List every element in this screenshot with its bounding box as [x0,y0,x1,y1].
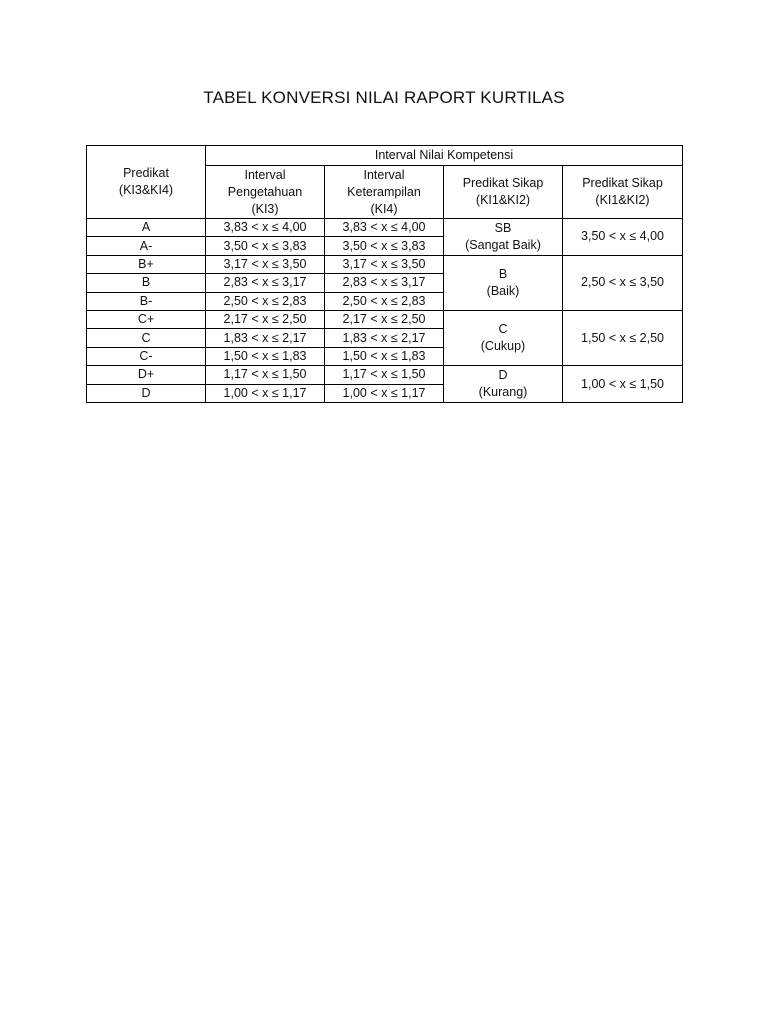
cell-predikat: C- [87,347,206,365]
cell-keterampilan: 3,17 < x ≤ 3,50 [325,255,444,273]
cell-sikap-grade: B (Baik) [444,255,563,310]
cell-predikat: A [87,219,206,237]
cell-predikat: B+ [87,255,206,273]
cell-pengetahuan: 3,83 < x ≤ 4,00 [206,219,325,237]
cell-pengetahuan: 3,50 < x ≤ 3,83 [206,237,325,255]
header-interval-nilai-kompetensi: Interval Nilai Kompetensi [206,146,683,166]
cell-keterampilan: 1,00 < x ≤ 1,17 [325,384,444,402]
cell-pengetahuan: 1,83 < x ≤ 2,17 [206,329,325,347]
cell-sikap-interval: 2,50 < x ≤ 3,50 [563,255,683,310]
cell-predikat: B [87,274,206,292]
table-row [87,310,683,328]
cell-sikap-interval: 1,00 < x ≤ 1,50 [563,366,683,403]
cell-pengetahuan: 1,50 < x ≤ 1,83 [206,347,325,365]
cell-predikat: D [87,384,206,402]
header-predikat: Predikat (KI3&KI4) [87,146,206,219]
cell-keterampilan: 1,17 < x ≤ 1,50 [325,366,444,384]
cell-pengetahuan: 2,50 < x ≤ 2,83 [206,292,325,310]
header-predikat-sikap-interval: Predikat Sikap (KI1&KI2) [563,166,683,219]
cell-predikat: C [87,329,206,347]
cell-keterampilan: 1,83 < x ≤ 2,17 [325,329,444,347]
table-row [87,366,683,384]
header-interval-keterampilan: Interval Keterampilan (KI4) [325,166,444,219]
cell-keterampilan: 2,17 < x ≤ 2,50 [325,310,444,328]
cell-predikat: C+ [87,310,206,328]
page-title: TABEL KONVERSI NILAI RAPORT KURTILAS [203,88,565,107]
cell-predikat: D+ [87,366,206,384]
cell-pengetahuan: 1,00 < x ≤ 1,17 [206,384,325,402]
cell-pengetahuan: 2,17 < x ≤ 2,50 [206,310,325,328]
cell-keterampilan: 3,83 < x ≤ 4,00 [325,219,444,237]
cell-sikap-grade: C (Cukup) [444,310,563,365]
cell-sikap-interval: 3,50 < x ≤ 4,00 [563,219,683,256]
header-interval-pengetahuan: Interval Pengetahuan (KI3) [206,166,325,219]
cell-pengetahuan: 1,17 < x ≤ 1,50 [206,366,325,384]
cell-sikap-grade: SB (Sangat Baik) [444,219,563,256]
cell-predikat: B- [87,292,206,310]
cell-pengetahuan: 2,83 < x ≤ 3,17 [206,274,325,292]
cell-predikat: A- [87,237,206,255]
cell-sikap-grade: D (Kurang) [444,366,563,403]
table-row [87,255,683,273]
table-row [87,219,683,237]
cell-keterampilan: 1,50 < x ≤ 1,83 [325,347,444,365]
cell-keterampilan: 3,50 < x ≤ 3,83 [325,237,444,255]
header-predikat-sikap: Predikat Sikap (KI1&KI2) [444,166,563,219]
conversion-table [86,145,683,403]
cell-keterampilan: 2,50 < x ≤ 2,83 [325,292,444,310]
cell-sikap-interval: 1,50 < x ≤ 2,50 [563,310,683,365]
cell-keterampilan: 2,83 < x ≤ 3,17 [325,274,444,292]
cell-pengetahuan: 3,17 < x ≤ 3,50 [206,255,325,273]
